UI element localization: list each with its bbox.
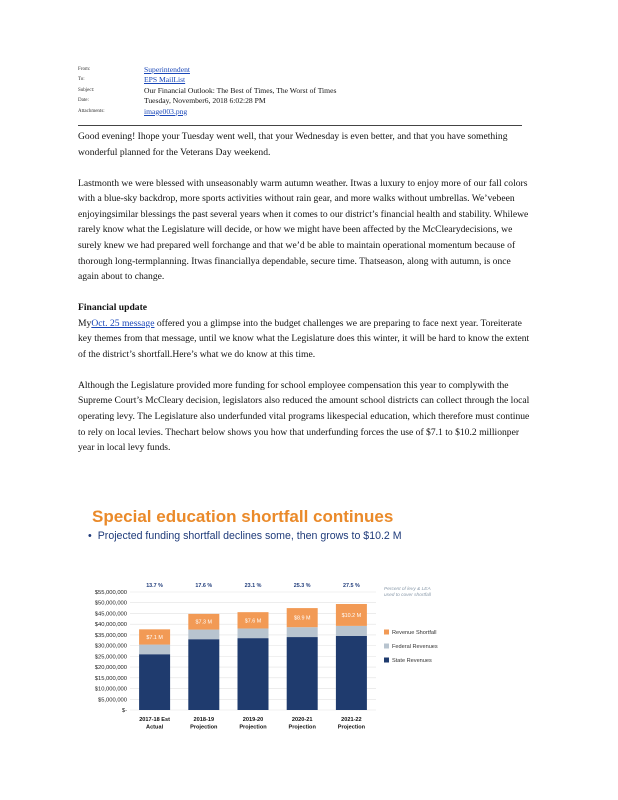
- y-tick-label: $20,000,000: [94, 665, 127, 672]
- x-tick-label: 2020-21: [291, 717, 313, 723]
- chart-note-line-1: Percent of levy & LEA: [384, 587, 431, 592]
- slide-bullet-text: Projected funding shortfall declines some, then grows to $10.2 M: [97, 530, 402, 542]
- shortfall-label: $10.2 M: [341, 612, 362, 619]
- to-row: [78, 75, 518, 86]
- percent-label: 27.5 %: [343, 583, 360, 589]
- bar-segment: [238, 638, 269, 710]
- email-body: [78, 129, 530, 471]
- x-tick-label: 2019-20: [242, 717, 264, 723]
- to-link[interactable]: EPS MailList: [144, 75, 186, 85]
- date-label: Date:: [78, 98, 89, 104]
- attachments-label: Attachments:: [78, 108, 105, 114]
- legend-label: State Revenues: [392, 658, 432, 664]
- to-label: To:: [78, 77, 85, 83]
- percent-label: 17.6 %: [195, 583, 213, 589]
- bar-segment: [238, 628, 269, 638]
- x-tick-label: 2018-19: [193, 717, 215, 723]
- y-tick-label: $-: [121, 708, 127, 714]
- chart-note-line-2: used to cover shortfall: [384, 593, 431, 598]
- y-tick-label: $55,000,000: [94, 590, 127, 596]
- chart-legend: [384, 630, 438, 665]
- legend-label: Revenue Shortfall: [392, 630, 437, 636]
- email-header: [78, 64, 518, 117]
- legend-label: Federal Revenues: [392, 644, 438, 650]
- bar-segment: [336, 636, 367, 710]
- x-tick-label: Projection: [239, 724, 267, 731]
- slide-bullet: [88, 530, 402, 542]
- financial-update-heading: Financial update: [78, 302, 148, 314]
- y-tick-label: $40,000,000: [94, 622, 127, 629]
- y-tick-label: $15,000,000: [94, 675, 127, 682]
- x-tick-label: 2017-18 Est: [139, 717, 170, 723]
- y-axis-labels: [95, 590, 127, 714]
- bar-segment: [336, 626, 367, 636]
- from-link[interactable]: Superintendent: [144, 64, 190, 74]
- percent-labels: [146, 583, 360, 589]
- x-tick-label: Projection: [337, 724, 366, 731]
- slide-title: Special education shortfall continues: [92, 507, 394, 526]
- y-tick-label: $35,000,000: [94, 632, 127, 639]
- bar-segment: [287, 637, 318, 710]
- shortfall-label: $7.6 M: [244, 618, 262, 625]
- greeting-paragraph: Good evening! Ihope your Tuesday went well, that your Wednesday is even better, and that you have something wonderful planned for the Veterans Day weekend.: [78, 131, 508, 158]
- paragraph-rest: offered you a glimpse into the budget challenges we are preparing to face next year. Toreiterate key themes from that message, until we know what the Legislature does this winter, it will be hard to know the extent of the district’s shortfall.Here’s what we do know at this time.: [78, 317, 530, 360]
- y-tick-label: $5,000,000: [97, 697, 127, 704]
- bar-segment: [139, 654, 170, 710]
- legislature-paragraph: Although the Legislature provided more funding for school employee compensation this year to complywith the Supreme Court’s McCleary decision, legislators also reduced the amount school districts can collect through the local operating levy. The Legislature also underfunded vital programs likespecial education, which therefore must continue to rely on local levies. Thechart below shows you how that underfunding forces the use of $7.1 to $10.2 millionper year in local levy funds.: [78, 379, 530, 454]
- bullet-dot: •: [88, 530, 92, 542]
- y-tick-label: $45,000,000: [94, 611, 127, 618]
- subject-row: [78, 85, 518, 96]
- percent-label: 13.7 %: [146, 583, 163, 589]
- legend-swatch: [384, 658, 389, 663]
- percent-label: 23.1 %: [244, 583, 262, 589]
- subject-value: Our Financial Outlook: The Best of Times, The Worst of Times: [144, 85, 337, 95]
- y-tick-label: $10,000,000: [94, 686, 127, 693]
- date-row: [78, 96, 518, 107]
- bar-segment: [188, 630, 219, 640]
- legend-swatch: [384, 630, 389, 635]
- y-tick-label: $30,000,000: [94, 643, 127, 650]
- attachments-row: [78, 106, 518, 117]
- y-tick-label: $50,000,000: [94, 600, 127, 607]
- shortfall-chart: [78, 570, 478, 745]
- x-tick-label: 2021-22: [341, 717, 362, 723]
- y-tick-label: $25,000,000: [94, 654, 127, 661]
- subject-label: Subject:: [78, 87, 95, 93]
- paragraph-prefix: My: [78, 317, 92, 329]
- percent-label: 25.3 %: [293, 583, 311, 589]
- header-divider: [78, 125, 522, 126]
- shortfall-label: $7.1 M: [146, 634, 163, 641]
- bars: [139, 604, 367, 710]
- shortfall-label: $8.9 M: [293, 615, 311, 622]
- x-tick-label: Actual: [146, 724, 164, 731]
- bar-segment: [287, 627, 318, 637]
- oct-25-message-link[interactable]: Oct. 25 message: [91, 317, 155, 329]
- date-value: Tuesday, November6, 2018 6:02:28 PM: [144, 96, 266, 106]
- autumn-paragraph: Lastmonth we were blessed with unseasonably warm autumn weather. Itwas a luxury to enjoy more of our fall colors with a blue-sky backdrop, more sports activities without rain gear, and more walks without umbrellas. We’vebeen enjoyingsimilar blessings the past several years when it comes to our district’s financial health and stability. Whilewe rarely know what the Legislature will decide, or how we might have been affected by the McClearydecisions, we surely knew we had prepared well forchange and that we’d be able to maintain operational momentum because of thorough long-termplanning. Itwas financiallya dependable, secure time. Thatseason, along with autumn, is once again about to change.: [78, 177, 529, 283]
- shortfall-label: $7.3 M: [195, 619, 213, 626]
- from-label: From:: [78, 66, 91, 72]
- x-tick-label: Projection: [288, 724, 316, 731]
- bar-segment: [139, 645, 170, 655]
- message-paragraph: [78, 316, 530, 363]
- x-tick-label: Projection: [190, 724, 218, 731]
- attachment-link[interactable]: image003.png: [144, 106, 188, 116]
- from-row: [78, 64, 518, 75]
- bar-segment: [188, 639, 219, 710]
- legend-swatch: [384, 644, 389, 649]
- x-axis-labels: [139, 717, 365, 731]
